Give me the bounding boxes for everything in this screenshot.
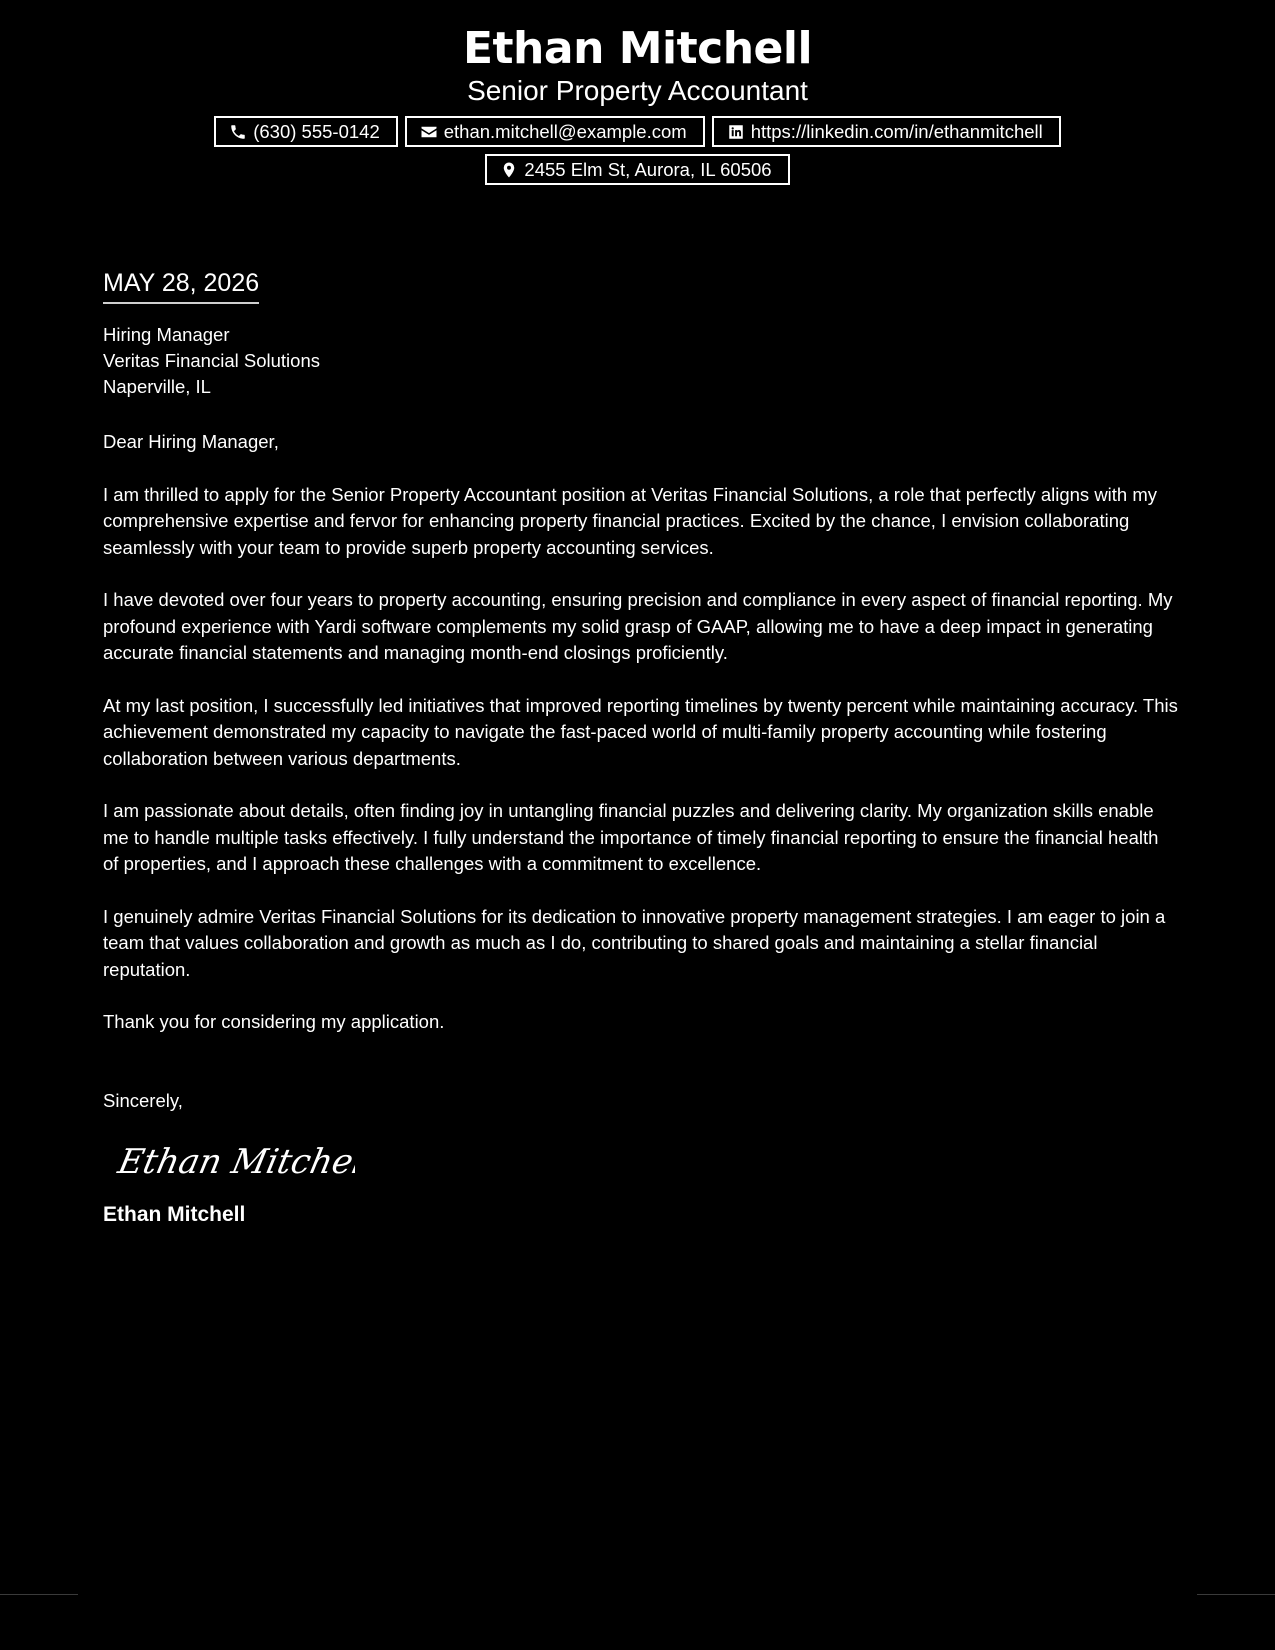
recipient-company: Veritas Financial Solutions bbox=[103, 350, 320, 371]
contact-row-address bbox=[0, 154, 1275, 185]
signoff: Sincerely, bbox=[103, 1089, 183, 1111]
linkedin-chip[interactable] bbox=[712, 116, 1061, 147]
paragraph: I am thrilled to apply for the Senior Property Accountant position at Veritas Financial Solutions, a role that perfectly aligns with my comprehensive expertise and fervor for enhancing property financial practices. Excited by the chance, I envision collaborating seamlessly with your team to provide superb property accounting services. bbox=[103, 483, 1158, 558]
address-chip[interactable] bbox=[485, 154, 789, 185]
recipient-location: Naperville, IL bbox=[103, 376, 211, 397]
linkedin-icon bbox=[727, 123, 745, 141]
salutation: Dear Hiring Manager, bbox=[103, 431, 279, 452]
phone-icon bbox=[229, 123, 247, 141]
envelope-icon bbox=[420, 123, 438, 141]
closing-line: Thank you for considering my application. bbox=[103, 1011, 445, 1032]
footer-divider-right bbox=[1197, 1594, 1275, 1595]
phone-text: (630) 555-0142 bbox=[253, 120, 380, 142]
applicant-name: Ethan Mitchell bbox=[462, 23, 813, 74]
letter-body bbox=[103, 266, 1178, 1229]
applicant-title: Senior Property Accountant bbox=[467, 75, 808, 106]
signature-image bbox=[115, 1133, 355, 1189]
paragraph: At my last position, I successfully led initiatives that improved reporting timelines by twenty percent while maintaining accuracy. This achievement demonstrated my capacity to navigate the fast-paced world of multi-family property accounting while fostering collaboration between various departments. bbox=[103, 694, 1178, 769]
letter-date: MAY 28, 2026 bbox=[103, 266, 259, 304]
letter-header bbox=[0, 22, 1275, 185]
paragraph: I genuinely admire Veritas Financial Solutions for its dedication to innovative property management strategies. I am eager to join a team that values collaboration and growth as much as I do, contributing to shared goals and maintaining a stellar financial reputation. bbox=[103, 905, 1166, 980]
signature-text: Ethan Mitchell bbox=[115, 1142, 355, 1182]
signature-drawing bbox=[115, 1133, 355, 1189]
phone-chip[interactable] bbox=[214, 116, 398, 147]
contact-row bbox=[0, 116, 1275, 147]
paragraph: I am passionate about details, often finding joy in untangling financial puzzles and delivering clarity. My organization skills enable me to handle multiple tasks effectively. I fully understand the importance of timely financial reporting to ensure the financial health of properties, and I approach these challenges with a commitment to excellence. bbox=[103, 800, 1159, 874]
email-chip[interactable] bbox=[405, 116, 705, 147]
recipient-block bbox=[103, 322, 1178, 400]
linkedin-text: https://linkedin.com/in/ethanmitchell bbox=[750, 120, 1043, 142]
address-text: 2455 Elm St, Aurora, IL 60506 bbox=[524, 158, 772, 180]
recipient-name: Hiring Manager bbox=[103, 324, 230, 345]
paragraph: I have devoted over four years to property accounting, ensuring precision and compliance in every aspect of financial reporting. My profound experience with Yardi software complements my solid grasp of GAAP, allowing me to have a deep impact in generating accurate financial statements and managing month-end closings proficiently. bbox=[103, 589, 1173, 663]
footer-divider-left bbox=[0, 1594, 78, 1595]
email-text: ethan.mitchell@example.com bbox=[443, 120, 687, 142]
signer-name: Ethan Mitchell bbox=[103, 1203, 246, 1226]
map-pin-icon bbox=[500, 161, 518, 179]
